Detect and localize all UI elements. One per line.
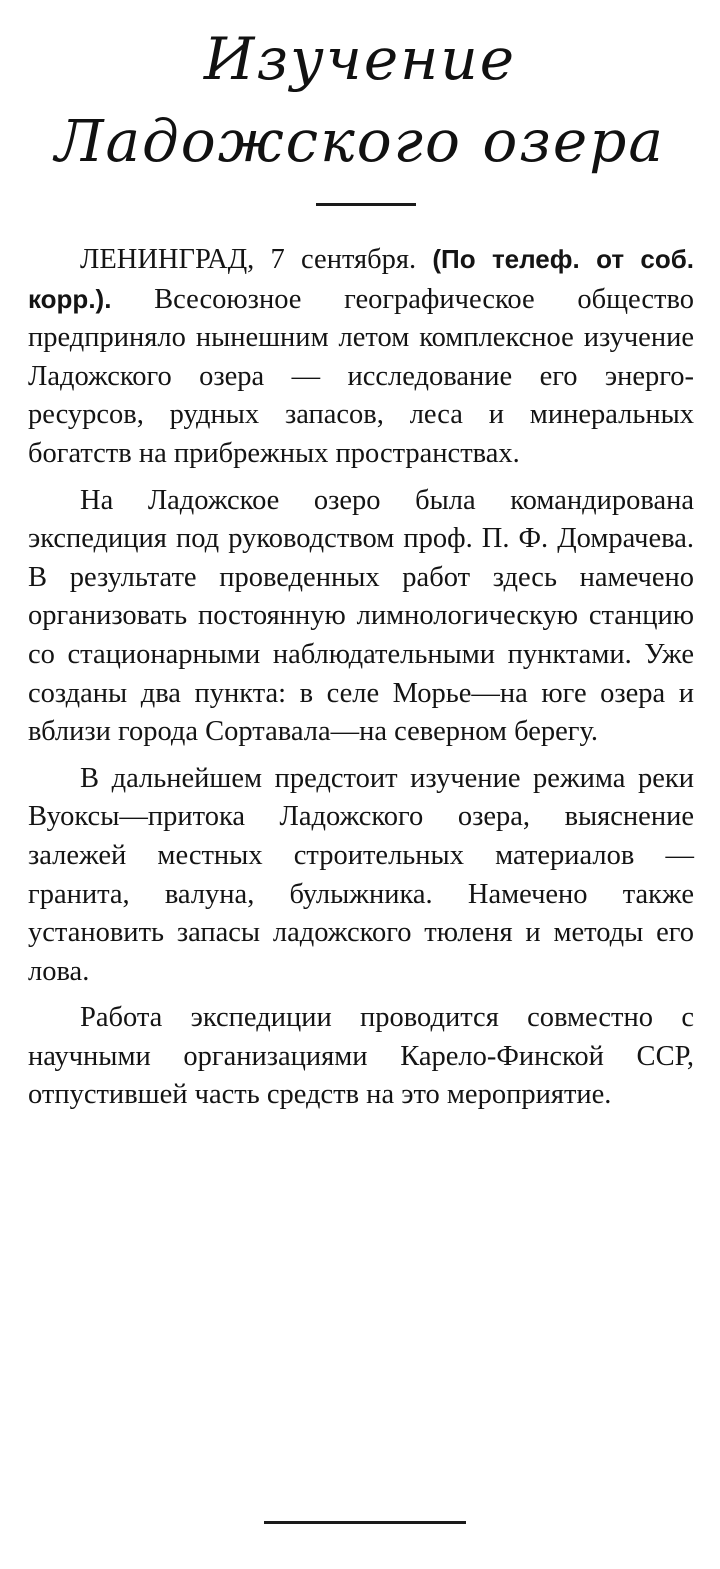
paragraph-4: Работа экспедиции проводится совместно с научными организациями Карело-Финской ССР, отпустившей часть средств на это мероприятие. <box>28 1002 694 1111</box>
paragraph-1 <box>28 240 694 474</box>
byline: (По телеф. от соб. корр.). <box>28 244 695 314</box>
end-divider <box>264 1521 466 1524</box>
article-body <box>28 240 694 1123</box>
paragraph-3: В дальнейшем предстоит изучение режима реки Вуоксы—притока Ладожского озера, выяснение залежей местных строительных материалов — гранита, валуна, булыжника. Намечено также установить запасы ладожского тюленя и методы его лова. <box>28 762 694 987</box>
paragraph-2: На Ладожское озеро была командирована экспедиция под руководством проф. П. Ф. Домрачева. В результате проведенных работ здесь намечено организовать постоянную лимнологическую станцию со стационарными наблюдательными пунктами. Уже созданы два пункта: в селе Морье—на юге озера и вблизи города Сортавала—на северном берегу. <box>28 484 694 748</box>
headline-divider <box>316 203 416 206</box>
headline-line-1: Изучение <box>203 25 517 93</box>
headline-line-2: Ладожского озера <box>55 107 665 175</box>
dateline: ЛЕНИНГРАД, 7 сентября. <box>80 244 417 275</box>
paragraph-1-body: Всесоюзное географическое общество предприняло нынешним летом комплексное изучение Ладожского озера — исследование его энерго-ресурсов, рудных запасов, леса и минеральных богатств на прибрежных пространствах. <box>28 283 695 469</box>
